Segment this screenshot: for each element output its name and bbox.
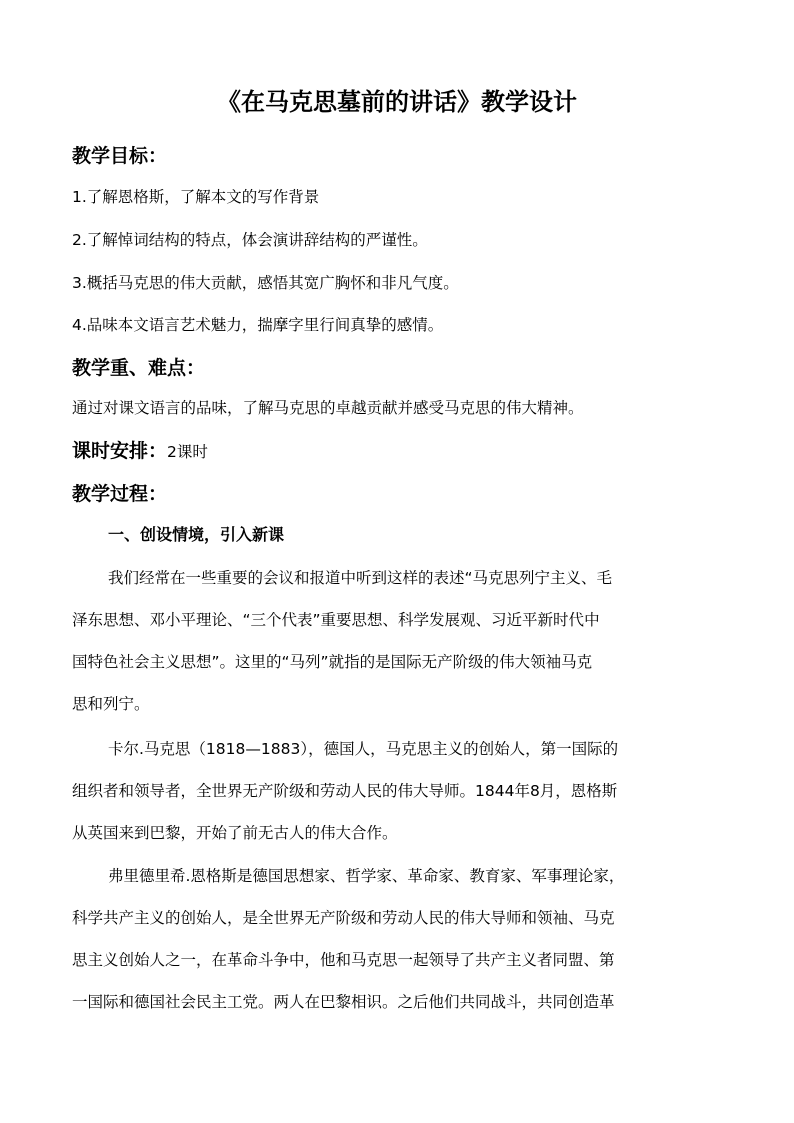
objective-item-1: 1.了解恩格斯，了解本文的写作背景 <box>72 188 320 206</box>
paragraph-1-line-1: 我们经常在一些重要的会议和报道中听到这样的表述“马克思列宁主义、毛 <box>108 569 613 587</box>
objectives-heading: 教学目标： <box>72 145 168 167</box>
objective-item-3: 3.概括马克思的伟大贡献，感悟其宽广胸怀和非凡气度。 <box>72 274 459 292</box>
paragraph-2-line-2: 组织者和领导者，全世界无产阶级和劳动人民的伟大导师。1844年8月，恩格斯 <box>72 782 618 800</box>
paragraph-2-line-1: 卡尔.马克思（1818—1883），德国人，马克思主义的创始人，第一国际的 <box>108 740 619 758</box>
schedule-value: 2课时 <box>167 443 208 461</box>
paragraph-3-line-3: 思主义创始人之一，在革命斗争中，他和马克思一起领导了共产主义者同盟、第 <box>72 951 615 969</box>
paragraph-1-line-3: 国特色社会主义思想”。这里的“马列”就指的是国际无产阶级的伟大领袖马克 <box>72 653 593 671</box>
objective-item-2: 2.了解悼词结构的特点，体会演讲辞结构的严谨性。 <box>72 231 428 249</box>
section-1-title: 一、创设情境，引入新课 <box>108 525 285 544</box>
paragraph-3-line-1: 弗里德里希.恩格斯是德国思想家、哲学家、革命家、教育家、军事理论家， <box>108 867 625 885</box>
key-points-text: 通过对课文语言的品味，了解马克思的卓越贡献并感受马克思的伟大精神。 <box>72 399 584 417</box>
paragraph-1-line-4: 思和列宁。 <box>72 695 150 713</box>
schedule-line <box>72 437 208 466</box>
paragraph-3-line-4: 一国际和德国社会民主工党。两人在巴黎相识。之后他们共同战斗，共同创造革 <box>72 993 615 1011</box>
key-points-heading: 教学重、难点： <box>72 357 206 379</box>
paragraph-2-line-3: 从英国来到巴黎，开始了前无古人的伟大合作。 <box>72 824 398 842</box>
paragraph-1-line-2: 泽东思想、邓小平理论、“三个代表”重要思想、科学发展观、习近平新时代中 <box>72 611 600 629</box>
process-heading: 教学过程： <box>72 483 168 505</box>
schedule-heading: 课时安排： <box>72 440 168 462</box>
objective-item-4: 4.品味本文语言艺术魅力，揣摩字里行间真挚的感情。 <box>72 316 444 334</box>
document-title: 《在马克思墓前的讲话》教学设计 <box>217 88 577 116</box>
paragraph-3-line-2: 科学共产主义的创始人，是全世界无产阶级和劳动人民的伟大导师和领袖、马克 <box>72 909 615 927</box>
